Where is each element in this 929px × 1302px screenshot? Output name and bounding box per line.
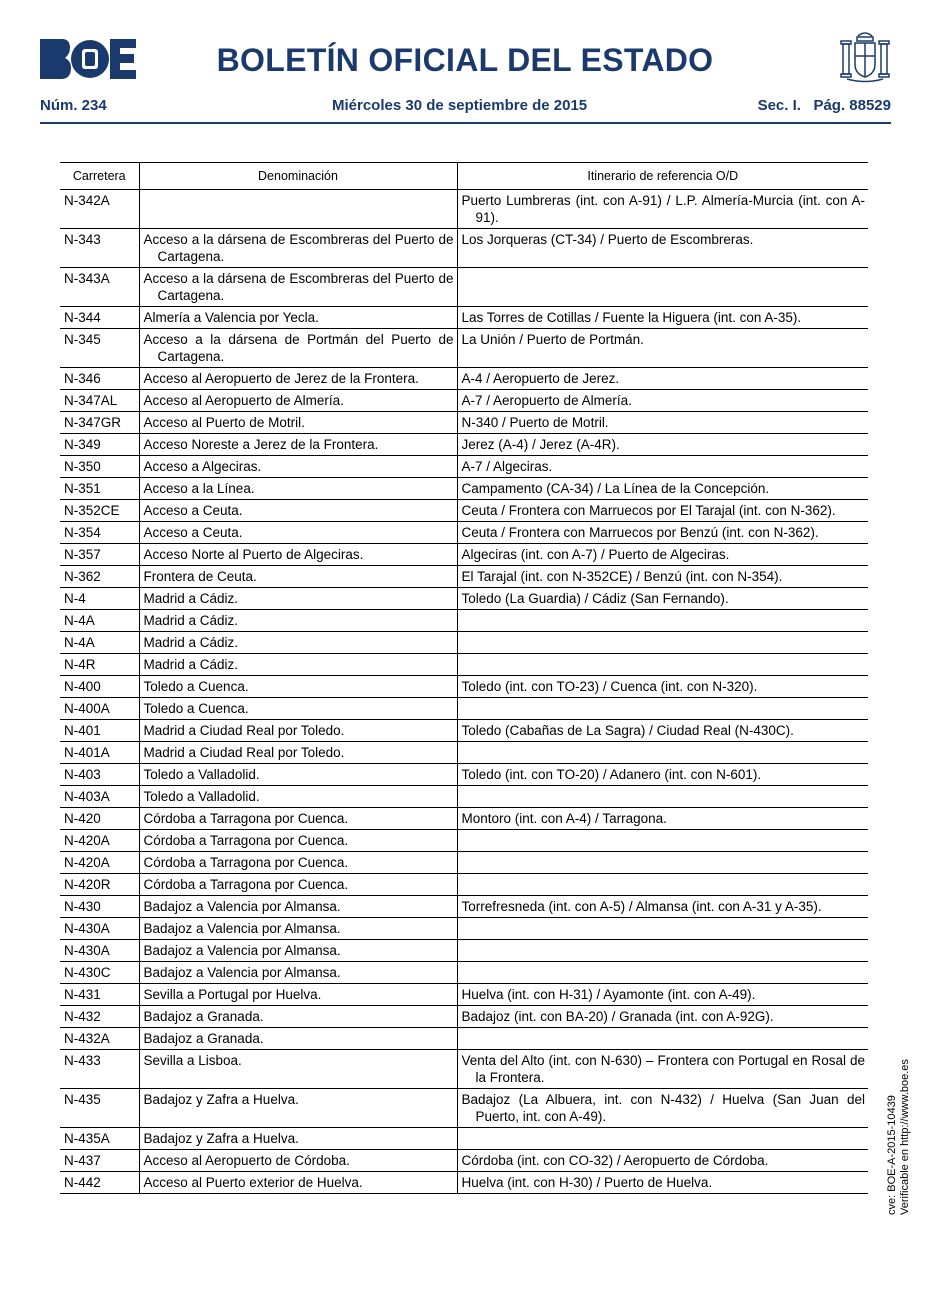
road-code-cell: [60, 434, 139, 456]
column-header-itinerario: Itinerario de referencia O/D: [457, 163, 868, 190]
road-name-cell: [139, 588, 457, 610]
column-header-carretera: Carretera: [60, 163, 139, 190]
road-route-cell: [457, 1089, 868, 1128]
road-code-cell: [60, 830, 139, 852]
road-code: N-401A: [64, 745, 110, 760]
road-code-cell: [60, 720, 139, 742]
road-code-cell: [60, 368, 139, 390]
road-route-cell: [457, 566, 868, 588]
table-row: [60, 1089, 868, 1128]
road-code-cell: [60, 676, 139, 698]
road-route-cell: [457, 434, 868, 456]
road-route: Toledo (int. con TO-20) / Adanero (int. con N-601).: [461, 767, 762, 782]
road-route: Córdoba (int. con CO-32) / Aeropuerto de Córdoba.: [461, 1153, 769, 1168]
table-row: [60, 786, 868, 808]
road-name: Madrid a Cádiz.: [143, 635, 239, 650]
road-name: Badajoz a Valencia por Almansa.: [143, 899, 341, 914]
road-name: Badajoz y Zafra a Huelva.: [143, 1131, 299, 1146]
road-code-cell: [60, 1172, 139, 1194]
road-name: Acceso Norte al Puerto de Algeciras.: [143, 547, 364, 562]
road-name-cell: [139, 434, 457, 456]
road-name: Córdoba a Tarragona por Cuenca.: [143, 811, 349, 826]
road-code: N-4A: [64, 635, 95, 650]
road-code-cell: [60, 190, 139, 229]
road-route: Algeciras (int. con A-7) / Puerto de Algeciras.: [461, 547, 730, 562]
road-name: Acceso al Puerto exterior de Huelva.: [143, 1175, 363, 1190]
road-route: Toledo (La Guardia) / Cádiz (San Fernando).: [461, 591, 729, 606]
road-code-cell: [60, 742, 139, 764]
road-code: N-345: [64, 332, 101, 347]
road-name: Acceso al Puerto de Motril.: [143, 415, 305, 430]
table-row: [60, 1128, 868, 1150]
road-name-cell: [139, 874, 457, 896]
road-route: N-340 / Puerto de Motril.: [461, 415, 609, 430]
road-route-cell: [457, 456, 868, 478]
table-header-row: [60, 163, 868, 190]
road-name-cell: [139, 896, 457, 918]
road-code-cell: [60, 698, 139, 720]
road-code: N-400A: [64, 701, 110, 716]
road-code-cell: [60, 940, 139, 962]
road-code: N-4: [64, 591, 86, 606]
road-code: N-343A: [64, 271, 110, 286]
road-route: Torrefresneda (int. con A-5) / Almansa (int. con A-31 y A-35).: [461, 899, 822, 914]
table-row: [60, 764, 868, 786]
road-code: N-343: [64, 232, 101, 247]
road-code: N-420A: [64, 833, 110, 848]
road-code: N-435: [64, 1092, 101, 1107]
road-code: N-420R: [64, 877, 111, 892]
road-route-cell: [457, 1050, 868, 1089]
table-row: [60, 1150, 868, 1172]
road-name: Acceso al Aeropuerto de Córdoba.: [143, 1153, 350, 1168]
road-code: N-403: [64, 767, 101, 782]
cve-code: cve: BOE-A-2015-10439: [886, 1095, 898, 1215]
road-name: Badajoz y Zafra a Huelva.: [143, 1092, 299, 1107]
road-route-cell: [457, 940, 868, 962]
road-route: A-7 / Aeropuerto de Almería.: [461, 393, 632, 408]
road-name-cell: [139, 830, 457, 852]
road-name: Acceso a la dársena de Escombreras del Puerto de Cartagena.: [143, 271, 454, 303]
road-name: Badajoz a Granada.: [143, 1031, 264, 1046]
table-row: [60, 698, 868, 720]
road-code: N-420: [64, 811, 101, 826]
road-name-cell: [139, 190, 457, 229]
table-row: [60, 720, 868, 742]
road-name-cell: [139, 984, 457, 1006]
road-code: N-401: [64, 723, 101, 738]
road-name-cell: [139, 544, 457, 566]
road-name: Acceso a Ceuta.: [143, 503, 243, 518]
road-name-cell: [139, 852, 457, 874]
column-header-denominacion: Denominación: [139, 163, 457, 190]
verify-url: Verificable en http://www.boe.es: [899, 1059, 911, 1215]
road-code: N-431: [64, 987, 101, 1002]
road-code-cell: [60, 1089, 139, 1128]
road-name-cell: [139, 268, 457, 307]
road-name-cell: [139, 566, 457, 588]
table-row: [60, 268, 868, 307]
road-name: Toledo a Valladolid.: [143, 767, 260, 782]
road-name-cell: [139, 786, 457, 808]
table-row: [60, 1050, 868, 1089]
verification-note: [886, 1059, 912, 1215]
road-code-cell: [60, 896, 139, 918]
road-code: N-362: [64, 569, 101, 584]
road-route: Jerez (A-4) / Jerez (A-4R).: [461, 437, 620, 452]
road-route: Venta del Alto (int. con N-630) – Frontera con Portugal en Rosal de la Frontera.: [461, 1053, 865, 1085]
road-code: N-351: [64, 481, 101, 496]
table-row: [60, 1028, 868, 1050]
road-name-cell: [139, 478, 457, 500]
table-row: [60, 522, 868, 544]
road-route: El Tarajal (int. con N-352CE) / Benzú (int. con N-354).: [461, 569, 783, 584]
road-route-cell: [457, 329, 868, 368]
road-code: N-4A: [64, 613, 95, 628]
road-code-cell: [60, 1128, 139, 1150]
road-code: N-354: [64, 525, 101, 540]
table-row: [60, 434, 868, 456]
road-route-cell: [457, 390, 868, 412]
road-code-cell: [60, 588, 139, 610]
road-route-cell: [457, 808, 868, 830]
table-row: [60, 478, 868, 500]
road-name: Toledo a Cuenca.: [143, 679, 249, 694]
road-code-cell: [60, 764, 139, 786]
table-row: [60, 588, 868, 610]
road-code-cell: [60, 984, 139, 1006]
road-name-cell: [139, 698, 457, 720]
road-route-cell: [457, 268, 868, 307]
road-code-cell: [60, 1006, 139, 1028]
road-code-cell: [60, 874, 139, 896]
road-route-cell: [457, 522, 868, 544]
road-name: Madrid a Ciudad Real por Toledo.: [143, 745, 345, 760]
road-name: Toledo a Valladolid.: [143, 789, 260, 804]
table-row: [60, 544, 868, 566]
road-name-cell: [139, 1172, 457, 1194]
table-row: [60, 940, 868, 962]
road-name-cell: [139, 229, 457, 268]
road-route-cell: [457, 478, 868, 500]
road-name: Badajoz a Valencia por Almansa.: [143, 921, 341, 936]
road-route-cell: [457, 1150, 868, 1172]
road-code-cell: [60, 1050, 139, 1089]
boe-logo: [40, 39, 136, 79]
road-route-cell: [457, 412, 868, 434]
table-row: [60, 500, 868, 522]
road-code: N-346: [64, 371, 101, 386]
road-name-cell: [139, 1050, 457, 1089]
road-name-cell: [139, 412, 457, 434]
road-code: N-403A: [64, 789, 110, 804]
road-code: N-347GR: [64, 415, 122, 430]
table-row: [60, 852, 868, 874]
table-row: [60, 329, 868, 368]
road-name-cell: [139, 940, 457, 962]
road-name-cell: [139, 720, 457, 742]
road-route-cell: [457, 500, 868, 522]
road-route-cell: [457, 229, 868, 268]
table-row: [60, 456, 868, 478]
table-row: [60, 229, 868, 268]
road-route: Las Torres de Cotillas / Fuente la Higuera (int. con A-35).: [461, 310, 802, 325]
table-row: [60, 390, 868, 412]
road-route-cell: [457, 676, 868, 698]
road-route-cell: [457, 918, 868, 940]
table-row: [60, 610, 868, 632]
road-name: Acceso Noreste a Jerez de la Frontera.: [143, 437, 379, 452]
road-code-cell: [60, 1028, 139, 1050]
road-name-cell: [139, 1128, 457, 1150]
road-route-cell: [457, 874, 868, 896]
road-route: Ceuta / Frontera con Marruecos por Benzú (int. con N-362).: [461, 525, 819, 540]
page-title: BOLETÍN OFICIAL DEL ESTADO: [216, 42, 714, 78]
section-page: Sec. I. Pág. 88529: [757, 97, 891, 114]
road-name-cell: [139, 368, 457, 390]
issue-info-bar: [40, 97, 891, 117]
road-code: N-430A: [64, 943, 110, 958]
road-route: Ceuta / Frontera con Marruecos por El Tarajal (int. con N-362).: [461, 503, 836, 518]
road-route-cell: [457, 984, 868, 1006]
road-route-cell: [457, 896, 868, 918]
road-code: N-433: [64, 1053, 101, 1068]
road-name: Badajoz a Granada.: [143, 1009, 264, 1024]
table-row: [60, 676, 868, 698]
road-code-cell: [60, 808, 139, 830]
road-code: N-357: [64, 547, 101, 562]
table-row: [60, 412, 868, 434]
issue-date: Miércoles 30 de septiembre de 2015: [332, 97, 588, 114]
road-name: Toledo a Cuenca.: [143, 701, 249, 716]
roads-table: [60, 162, 868, 1194]
road-route-cell: [457, 962, 868, 984]
road-code-cell: [60, 329, 139, 368]
road-route: Badajoz (La Albuera, int. con N-432) / Huelva (San Juan del Puerto, int. con A-49).: [461, 1092, 865, 1124]
road-name: Córdoba a Tarragona por Cuenca.: [143, 833, 349, 848]
road-name: Acceso a Ceuta.: [143, 525, 243, 540]
road-route: Huelva (int. con H-30) / Puerto de Huelva.: [461, 1175, 713, 1190]
road-code-cell: [60, 1150, 139, 1172]
road-name: Madrid a Cádiz.: [143, 613, 239, 628]
road-code-cell: [60, 229, 139, 268]
table-row: [60, 307, 868, 329]
road-code-cell: [60, 566, 139, 588]
road-name-cell: [139, 962, 457, 984]
road-name-cell: [139, 1089, 457, 1128]
road-route-cell: [457, 1128, 868, 1150]
road-code-cell: [60, 852, 139, 874]
road-name-cell: [139, 390, 457, 412]
road-route: A-4 / Aeropuerto de Jerez.: [461, 371, 620, 386]
table-row: [60, 984, 868, 1006]
road-code: N-400: [64, 679, 101, 694]
table-row: [60, 368, 868, 390]
road-route: Huelva (int. con H-31) / Ayamonte (int. con A-49).: [461, 987, 756, 1002]
road-code: N-347AL: [64, 393, 118, 408]
road-code: N-420A: [64, 855, 110, 870]
road-route-cell: [457, 632, 868, 654]
road-code-cell: [60, 962, 139, 984]
table-row: [60, 742, 868, 764]
road-name: Acceso a la Línea.: [143, 481, 255, 496]
road-name-cell: [139, 456, 457, 478]
road-route-cell: [457, 720, 868, 742]
table-row: [60, 632, 868, 654]
road-route-cell: [457, 764, 868, 786]
table-row: [60, 962, 868, 984]
road-route: La Unión / Puerto de Portmán.: [461, 332, 644, 347]
road-code: N-430C: [64, 965, 111, 980]
road-code-cell: [60, 918, 139, 940]
road-name: Acceso al Aeropuerto de Jerez de la Frontera.: [143, 371, 419, 386]
road-code-cell: [60, 456, 139, 478]
road-name: Acceso al Aeropuerto de Almería.: [143, 393, 344, 408]
road-name-cell: [139, 500, 457, 522]
road-name-cell: [139, 918, 457, 940]
road-route: Campamento (CA-34) / La Línea de la Concepción.: [461, 481, 770, 496]
table-row: [60, 1006, 868, 1028]
table-row: [60, 566, 868, 588]
road-code: N-435A: [64, 1131, 110, 1146]
road-route-cell: [457, 1172, 868, 1194]
road-code: N-437: [64, 1153, 101, 1168]
road-route-cell: [457, 852, 868, 874]
road-name: Acceso a la dársena de Portmán del Puerto de Cartagena.: [143, 332, 454, 364]
road-route: Toledo (int. con TO-23) / Cuenca (int. con N-320).: [461, 679, 758, 694]
road-code-cell: [60, 307, 139, 329]
table-row: [60, 896, 868, 918]
road-code-cell: [60, 522, 139, 544]
road-name-cell: [139, 1006, 457, 1028]
road-name: Sevilla a Lisboa.: [143, 1053, 242, 1068]
road-name-cell: [139, 610, 457, 632]
road-route-cell: [457, 190, 868, 229]
road-name: Sevilla a Portugal por Huelva.: [143, 987, 322, 1002]
road-name-cell: [139, 307, 457, 329]
road-code-cell: [60, 268, 139, 307]
road-route-cell: [457, 544, 868, 566]
road-name: Madrid a Cádiz.: [143, 591, 239, 606]
road-route-cell: [457, 307, 868, 329]
road-route: Los Jorqueras (CT-34) / Puerto de Escombreras.: [461, 232, 754, 247]
road-route-cell: [457, 1028, 868, 1050]
road-route-cell: [457, 786, 868, 808]
table-row: [60, 1172, 868, 1194]
road-code: N-442: [64, 1175, 101, 1190]
coat-of-arms-icon: [838, 30, 892, 84]
road-code: N-352CE: [64, 503, 120, 518]
road-name: Córdoba a Tarragona por Cuenca.: [143, 877, 349, 892]
table-row: [60, 190, 868, 229]
header-rule: [40, 122, 891, 124]
road-name-cell: [139, 329, 457, 368]
road-name-cell: [139, 1150, 457, 1172]
road-code: N-4R: [64, 657, 96, 672]
road-code-cell: [60, 632, 139, 654]
road-route-cell: [457, 830, 868, 852]
road-name-cell: [139, 1028, 457, 1050]
road-route: Toledo (Cabañas de La Sagra) / Ciudad Real (N-430C).: [461, 723, 794, 738]
road-code: N-350: [64, 459, 101, 474]
road-name-cell: [139, 676, 457, 698]
table-row: [60, 874, 868, 896]
road-name-cell: [139, 522, 457, 544]
road-code: N-432A: [64, 1031, 110, 1046]
road-route-cell: [457, 654, 868, 676]
road-name-cell: [139, 632, 457, 654]
table-row: [60, 918, 868, 940]
road-name: Acceso a la dársena de Escombreras del Puerto de Cartagena.: [143, 232, 454, 264]
road-code-cell: [60, 412, 139, 434]
road-name: Frontera de Ceuta.: [143, 569, 257, 584]
table-row: [60, 830, 868, 852]
road-name: Madrid a Ciudad Real por Toledo.: [143, 723, 345, 738]
road-route-cell: [457, 588, 868, 610]
road-name: Almería a Valencia por Yecla.: [143, 310, 319, 325]
road-code-cell: [60, 500, 139, 522]
road-route: Badajoz (int. con BA-20) / Granada (int. con A-92G).: [461, 1009, 774, 1024]
road-route-cell: [457, 368, 868, 390]
road-code: N-344: [64, 310, 101, 325]
road-route: Puerto Lumbreras (int. con A-91) / L.P. Almería-Murcia (int. con A-91).: [461, 193, 865, 225]
road-route-cell: [457, 742, 868, 764]
road-route-cell: [457, 610, 868, 632]
road-code: N-430A: [64, 921, 110, 936]
road-code: N-349: [64, 437, 101, 452]
road-code-cell: [60, 786, 139, 808]
road-name: Córdoba a Tarragona por Cuenca.: [143, 855, 349, 870]
road-name: Badajoz a Valencia por Almansa.: [143, 965, 341, 980]
road-code-cell: [60, 478, 139, 500]
road-code: N-430: [64, 899, 101, 914]
road-name-cell: [139, 764, 457, 786]
road-name: Acceso a Algeciras.: [143, 459, 262, 474]
road-name: Madrid a Cádiz.: [143, 657, 239, 672]
road-name: Badajoz a Valencia por Almansa.: [143, 943, 341, 958]
road-code: N-432: [64, 1009, 101, 1024]
road-route-cell: [457, 1006, 868, 1028]
table-row: [60, 808, 868, 830]
road-code-cell: [60, 544, 139, 566]
table-row: [60, 654, 868, 676]
road-name-cell: [139, 742, 457, 764]
issue-number: Núm. 234: [40, 97, 107, 114]
road-name-cell: [139, 654, 457, 676]
road-code-cell: [60, 390, 139, 412]
road-code-cell: [60, 654, 139, 676]
road-route-cell: [457, 698, 868, 720]
road-code-cell: [60, 610, 139, 632]
road-code: N-342A: [64, 193, 110, 208]
road-route: A-7 / Algeciras.: [461, 459, 553, 474]
road-route: Montoro (int. con A-4) / Tarragona.: [461, 811, 667, 826]
road-name-cell: [139, 808, 457, 830]
